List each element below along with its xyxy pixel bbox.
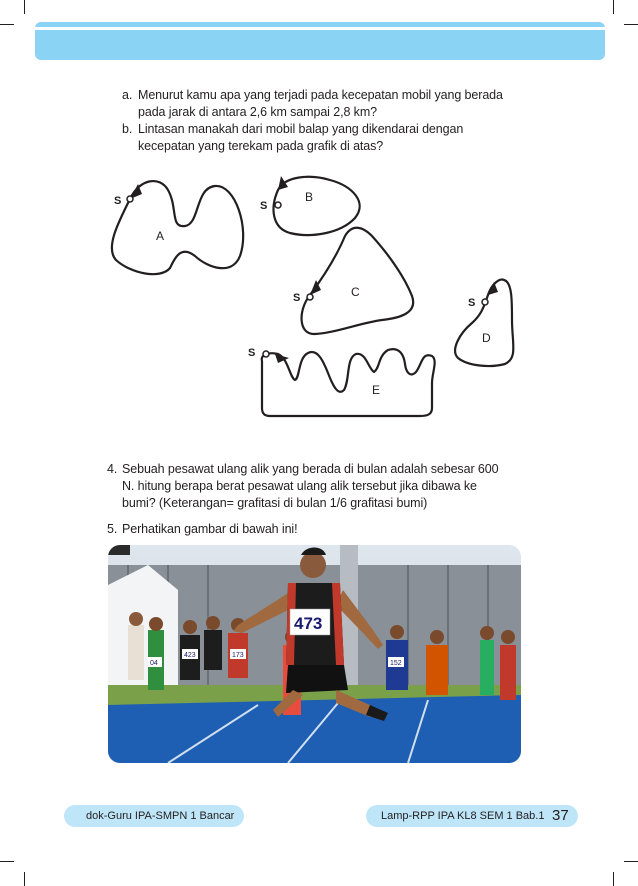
question-text	[138, 121, 463, 155]
page-number: 37	[552, 807, 569, 824]
crop-mark	[0, 24, 14, 25]
track-c	[302, 228, 414, 334]
question-text	[122, 461, 498, 512]
question-b	[122, 121, 542, 155]
track-label-b: B	[305, 190, 314, 204]
question-line: pada jarak di antara 2,6 km sampai 2,8 km?	[138, 105, 377, 119]
crop-mark	[613, 872, 614, 886]
direction-arrow	[278, 176, 288, 190]
question-line: Sebuah pesawat ulang alik yang berada di bulan adalah sebesar 600	[122, 462, 499, 476]
bib-small: 173	[232, 652, 244, 659]
bib-small: 152	[390, 660, 402, 667]
crop-mark	[613, 0, 614, 14]
crop-mark	[24, 872, 25, 886]
track-label-a: A	[156, 229, 165, 243]
start-label: S	[260, 200, 268, 212]
crop-mark	[0, 861, 14, 862]
start-point	[307, 294, 313, 300]
track-label-d: D	[482, 331, 491, 345]
bib-number: 473	[294, 614, 323, 633]
question-line: Lintasan manakah dari mobil balap yang dikendarai dengan	[138, 122, 464, 136]
question-marker: b.	[122, 122, 133, 136]
start-label: S	[248, 347, 256, 359]
question-line: N. hitung berapa berat pesawat ulang alik tersebut jika dibawa ke	[122, 479, 477, 493]
crop-mark	[624, 24, 638, 25]
start-point	[482, 299, 488, 305]
question-line: bumi? (Keterangan= grafitasi di bulan 1/6 grafitasi bumi)	[122, 496, 428, 510]
question-text: Perhatikan gambar di bawah ini!	[122, 522, 298, 536]
question-line: kecepatan yang terekam pada grafik di atas?	[138, 139, 384, 153]
question-5	[107, 521, 297, 538]
question-line: Menurut kamu apa yang terjadi pada kecepatan mobil yang berada	[138, 88, 503, 102]
question-4	[107, 461, 537, 512]
question-text	[138, 87, 503, 121]
start-point	[127, 196, 133, 202]
track-e	[262, 349, 435, 416]
crop-mark	[624, 861, 638, 862]
long-jump-photo	[108, 545, 521, 763]
question-number: 4.	[107, 462, 118, 476]
question-marker: a.	[122, 88, 133, 102]
question-list-ab	[122, 87, 542, 155]
crop-mark	[24, 0, 25, 14]
footer-right-text: Lamp-RPP IPA KL8 SEM 1 Bab.1	[381, 810, 545, 822]
track-label-c: C	[351, 285, 360, 299]
track-a	[112, 181, 243, 274]
race-tracks-diagram	[100, 168, 530, 423]
track-d	[455, 280, 513, 366]
question-a	[122, 87, 542, 121]
bib-small: 04	[150, 660, 158, 667]
start-point	[275, 202, 281, 208]
track-label-e: E	[372, 383, 381, 397]
start-point	[263, 351, 269, 357]
long-jump-illustration	[108, 545, 521, 763]
bib-small: 423	[184, 652, 196, 659]
header-stripe	[35, 27, 605, 30]
start-label: S	[293, 292, 301, 304]
start-label: S	[114, 195, 122, 207]
question-number: 5.	[107, 522, 118, 536]
footer-left-text: dok-Guru IPA-SMPN 1 Bancar	[86, 810, 235, 822]
start-label: S	[468, 297, 476, 309]
